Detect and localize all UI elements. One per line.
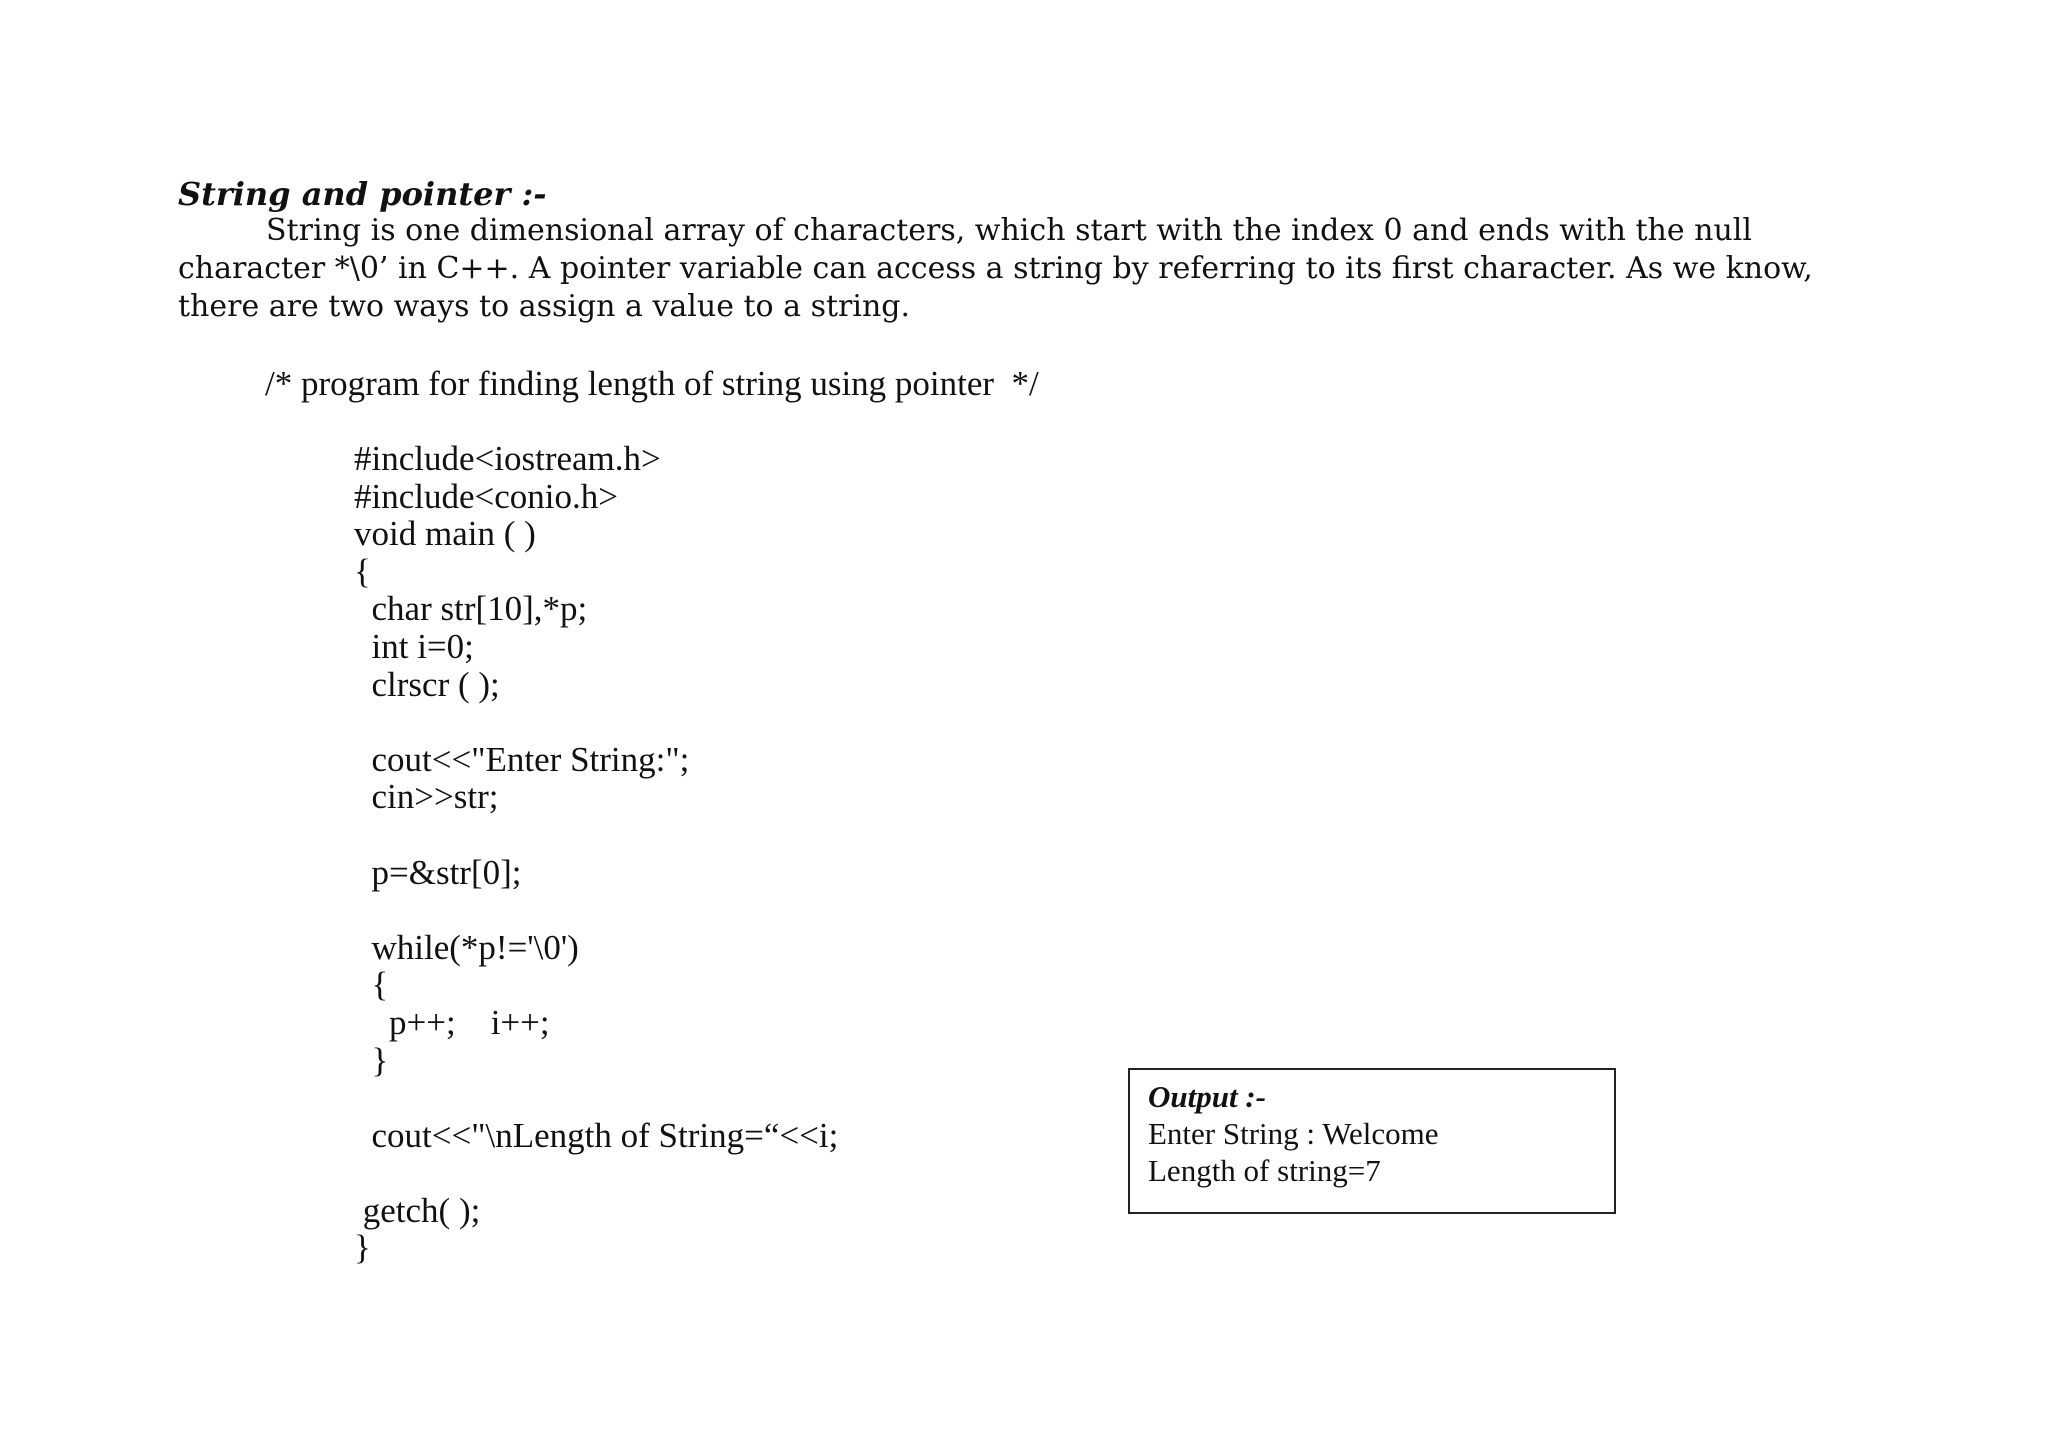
output-label: Output :- xyxy=(1148,1079,1266,1114)
code-line: char str[10],*p; xyxy=(354,589,588,629)
section-heading: String and pointer :- xyxy=(178,175,547,213)
code-line: #include<iostream.h> xyxy=(354,439,661,478)
output-line: Enter String : Welcome xyxy=(1148,1116,1439,1151)
code-line: cout<<"\nLength of String=“<<i; xyxy=(354,1115,839,1155)
code-line: p++; i++; xyxy=(354,1002,550,1042)
code-line: cin>>str; xyxy=(354,777,499,817)
paragraph-line: character *\0’ in C++. A pointer variable can access a string by referring to its first character. As we know, xyxy=(178,251,1813,286)
code-line: } xyxy=(354,1040,389,1080)
code-line: clrscr ( ); xyxy=(354,664,500,704)
code-line xyxy=(354,703,838,741)
output-box xyxy=(1128,1068,1616,1214)
code-line: p=&str[0]; xyxy=(354,852,522,892)
code-line: { xyxy=(354,965,389,1005)
program-comment: /* program for finding length of string using pointer */ xyxy=(265,364,1039,403)
code-line: } xyxy=(354,1228,371,1268)
code-line xyxy=(354,1079,838,1117)
code-line: getch( ); xyxy=(354,1190,481,1230)
code-line: #include<conio.h> xyxy=(354,476,619,516)
paragraph-line: there are two ways to assign a value to a string. xyxy=(178,289,911,324)
code-line: cout<<"Enter String:"; xyxy=(354,739,690,779)
paragraph-line: String is one dimensional array of characters, which start with the index 0 and ends with the null xyxy=(266,213,1752,248)
code-line: int i=0; xyxy=(354,626,474,666)
code-line xyxy=(354,1154,838,1192)
code-line: { xyxy=(354,551,371,591)
code-line: while(*p!='\0') xyxy=(354,927,579,967)
code-line: void main ( ) xyxy=(354,514,536,554)
intro-paragraph xyxy=(178,212,1878,326)
code-listing xyxy=(354,440,838,1267)
output-line: Length of string=7 xyxy=(1148,1153,1381,1188)
code-line xyxy=(354,891,838,929)
code-line xyxy=(354,816,838,854)
